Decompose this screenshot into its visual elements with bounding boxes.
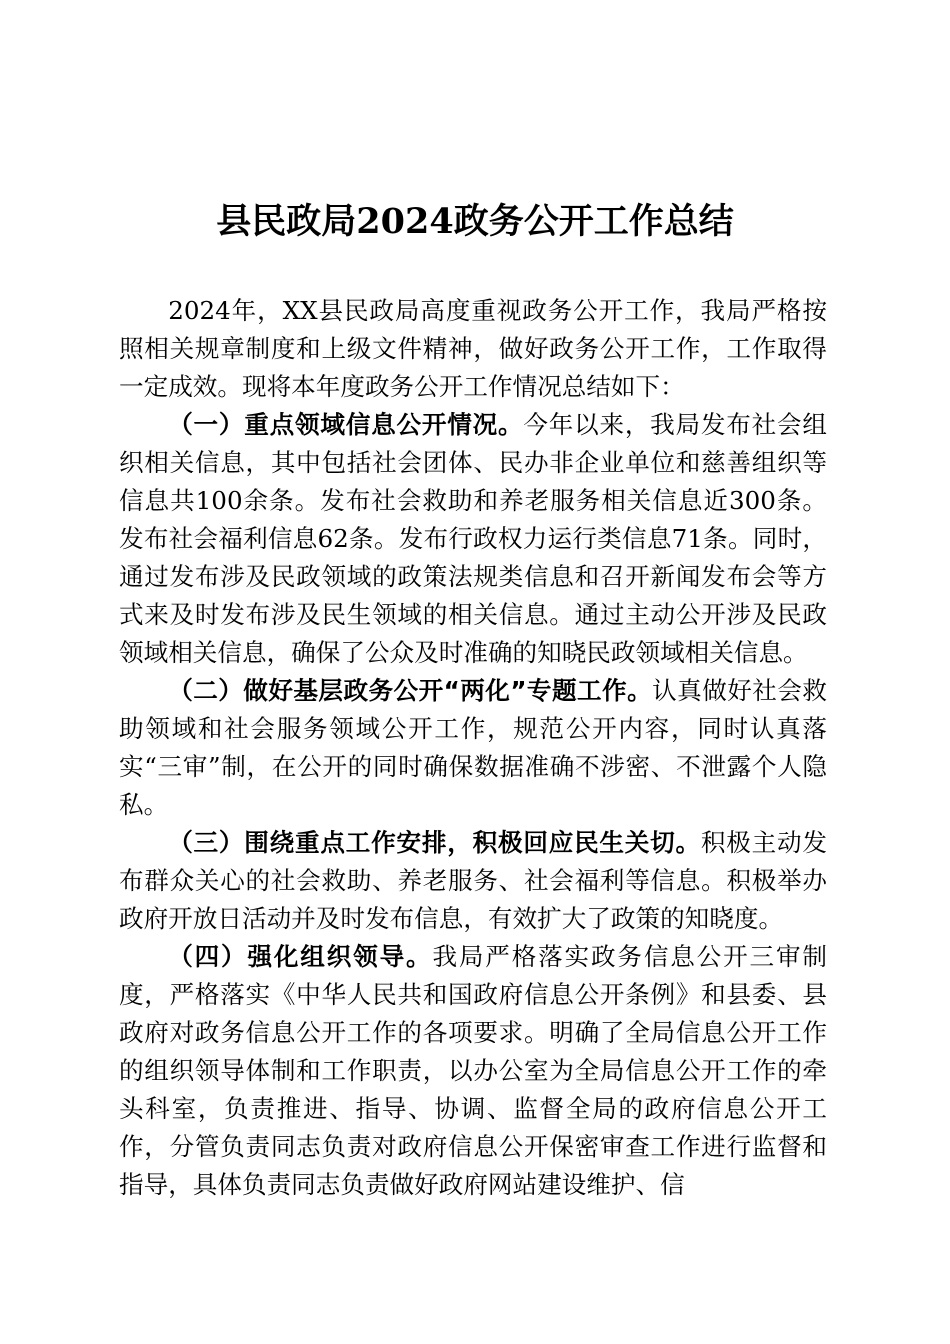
paragraph-section-3 <box>119 824 827 938</box>
paragraph-intro <box>119 292 827 406</box>
paragraph-section-4 <box>119 938 827 1204</box>
paragraph-text: 今年以来，我局发布社会组织相关信息，其中包括社会团体、民办非企业单位和慈善组织等信息共100余条。发布社会救助和养老服务相关信息近300条。发布社会福利信息62条。发布行政权力运行类信息71条。同时，通过发布涉及民政领域的政策法规类信息和召开新闻发布会等方式来及时发布涉及民生领域的相关信息。通过主动公开涉及民政领域相关信息，确保了公众及时准确的知晓民政领域相关信息。 <box>119 410 827 667</box>
document-title: 县民政局2024政务公开工作总结 <box>216 201 734 242</box>
section-heading: （二）做好基层政务公开“两化”专题工作。 <box>168 676 653 705</box>
section-heading: （一）重点领域信息公开情况。 <box>168 410 524 439</box>
paragraph-section-2 <box>119 672 827 824</box>
paragraph-text: 我局严格落实政务信息公开三审制度，严格落实《中华人民共和国政府信息公开条例》和县委、县政府对政务信息公开工作的各项要求。明确了全局信息公开工作的组织领导体制和工作职责，以办公室为全局信息公开工作的牵头科室，负责推进、指导、协调、监督全局的政府信息公开工作，分管负责同志负责对政府信息公开保密审查工作进行监督和指导，具体负责同志负责做好政府网站建设维护、信 <box>119 942 827 1199</box>
paragraph-text: 认真做好社会救助领域和社会服务领域公开工作，规范公开内容，同时认真落实“三审”制，在公开的同时确保数据准确不涉密、不泄露个人隐私。 <box>119 676 827 819</box>
document-body <box>119 292 827 1204</box>
section-heading: （三）围绕重点工作安排，积极回应民生关切。 <box>168 828 701 857</box>
paragraph-text: 2024年，XX县民政局高度重视政务公开工作，我局严格按照相关规章制度和上级文件精神，做好政务公开工作，工作取得一定成效。现将本年度政务公开工作情况总结如下： <box>119 296 827 401</box>
paragraph-text: 积极主动发布群众关心的社会救助、养老服务、社会福利等信息。积极举办政府开放日活动并及时发布信息，有效扩大了政策的知晓度。 <box>119 828 827 933</box>
paragraph-section-1 <box>119 406 827 672</box>
section-heading: （四）强化组织领导。 <box>168 942 433 971</box>
